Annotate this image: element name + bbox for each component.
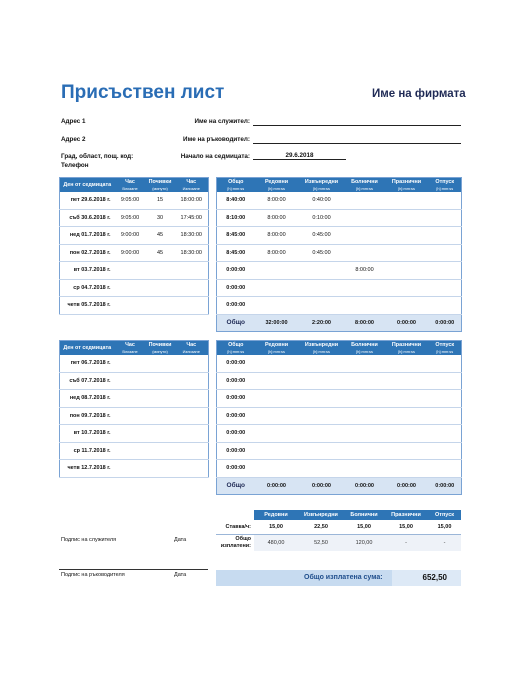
breaks-cell[interactable]: 45 [146, 227, 175, 245]
breaks-cell[interactable] [146, 355, 175, 373]
overtime-cell[interactable] [299, 390, 345, 408]
rate-sick[interactable]: 15,00 [344, 520, 384, 534]
day-cell: ср 11.7.2018 г. [60, 442, 115, 460]
rates-table [216, 510, 461, 551]
sick-cell[interactable] [345, 460, 385, 478]
regular-cell[interactable] [255, 407, 299, 425]
total-cell: 0:00:00 [217, 390, 255, 408]
time-in-cell[interactable] [115, 372, 146, 390]
regular-cell[interactable] [255, 442, 299, 460]
paid-label: Общо изплатени: [216, 534, 254, 551]
table-row [60, 297, 209, 315]
sick-cell[interactable] [345, 297, 385, 315]
time-in-cell[interactable] [115, 442, 146, 460]
col-regular: Редовни [h]:mm:ss [255, 178, 299, 192]
overtime-cell[interactable] [299, 279, 345, 297]
week2-hours-table [216, 340, 462, 495]
total-cell: 0:00:00 [217, 372, 255, 390]
sick-cell[interactable] [345, 390, 385, 408]
table-row [217, 227, 462, 245]
overtime-cell[interactable] [299, 297, 345, 315]
city-label: Град, област, пощ. код: [61, 153, 134, 160]
grand-total-value: 652,50 [392, 570, 461, 586]
total-holiday: 0:00:00 [385, 314, 429, 332]
regular-cell[interactable] [255, 460, 299, 478]
breaks-cell[interactable] [146, 279, 175, 297]
table-row [60, 279, 209, 297]
table-row [217, 279, 462, 297]
holiday-cell[interactable] [385, 192, 429, 210]
rate-regular[interactable]: 15,00 [254, 520, 298, 534]
holiday-cell[interactable] [385, 460, 429, 478]
sick-cell[interactable] [345, 372, 385, 390]
day-cell: нед 01.7.2018 г. [60, 227, 115, 245]
paid-sick: 120,00 [344, 534, 384, 551]
day-cell: пон 09.7.2018 г. [60, 407, 115, 425]
vacation-cell[interactable] [429, 390, 462, 408]
col-holiday: Празнични [h]:mm:ss [385, 178, 429, 192]
col-sick: Болнични [h]:mm:ss [345, 178, 385, 192]
table-row [217, 372, 462, 390]
total-cell: 0:00:00 [217, 407, 255, 425]
col-vacation: Отпуск [h]:mm:ss [429, 341, 462, 355]
total-cell: 0:00:00 [217, 297, 255, 315]
day-cell: пон 02.7.2018 г. [60, 244, 115, 262]
table-row [60, 244, 209, 262]
sick-cell[interactable] [345, 407, 385, 425]
time-out-cell[interactable] [175, 425, 209, 443]
col-total: Общо [h]:mm:ss [217, 341, 255, 355]
signature-divider [59, 569, 208, 570]
total-cell: 8:45:00 [217, 244, 255, 262]
grand-total-label: Общо изплатена сума: [304, 574, 383, 581]
time-in-cell[interactable] [115, 262, 146, 280]
vacation-cell[interactable] [429, 442, 462, 460]
total-cell: 0:00:00 [217, 279, 255, 297]
breaks-cell[interactable] [146, 460, 175, 478]
holiday-cell[interactable] [385, 297, 429, 315]
time-out-cell[interactable] [175, 279, 209, 297]
vacation-cell[interactable] [429, 407, 462, 425]
vacation-cell[interactable] [429, 262, 462, 280]
employee-name-field[interactable] [253, 118, 461, 126]
overtime-cell[interactable] [299, 372, 345, 390]
overtime-cell[interactable]: 0:45:00 [299, 227, 345, 245]
overtime-cell[interactable] [299, 355, 345, 373]
manager-signature-label: Подпис на ръководителя [61, 572, 125, 578]
col-breaks: Почивки (минути) [146, 178, 175, 192]
rate-per-hour-row [216, 520, 461, 534]
regular-cell[interactable] [255, 297, 299, 315]
holiday-cell[interactable] [385, 244, 429, 262]
sick-cell[interactable] [345, 209, 385, 227]
time-out-cell[interactable] [175, 407, 209, 425]
total-sick: 8:00:00 [345, 314, 385, 332]
manager-name-field[interactable] [253, 136, 461, 144]
address1-label: Адрес 1 [61, 118, 86, 125]
table-row [60, 355, 209, 373]
total-cell: 8:10:00 [217, 209, 255, 227]
total-vacation: 0:00:00 [429, 477, 462, 495]
table-row [217, 407, 462, 425]
time-in-cell[interactable] [115, 407, 146, 425]
col-regular: Редовни [h]:mm:ss [255, 341, 299, 355]
rates-header-row [216, 510, 461, 520]
week2-time-table [59, 340, 209, 478]
week-start-label: Начало на седмицата: [180, 153, 250, 160]
total-regular: 32:00:00 [255, 314, 299, 332]
overtime-cell[interactable] [299, 442, 345, 460]
table-row [217, 209, 462, 227]
holiday-cell[interactable] [385, 227, 429, 245]
paid-holiday: - [384, 534, 428, 551]
time-out-cell[interactable]: 18:30:00 [175, 244, 209, 262]
day-cell: нед 08.7.2018 г. [60, 390, 115, 408]
total-cell: 0:00:00 [217, 425, 255, 443]
holiday-cell[interactable] [385, 442, 429, 460]
time-in-cell[interactable]: 9:05:00 [115, 209, 146, 227]
breaks-cell[interactable] [146, 372, 175, 390]
col-sick: Болнични [h]:mm:ss [345, 341, 385, 355]
total-cell: 8:40:00 [217, 192, 255, 210]
sick-cell[interactable] [345, 227, 385, 245]
day-cell: съб 30.6.2018 г. [60, 209, 115, 227]
table-row [60, 192, 209, 210]
day-cell: съб 07.7.2018 г. [60, 372, 115, 390]
total-vacation: 0:00:00 [429, 314, 462, 332]
table-row [60, 407, 209, 425]
day-cell: вт 03.7.2018 г. [60, 262, 115, 280]
col-time-out: Час Излизане [175, 341, 209, 355]
company-name: Име на фирмата [372, 88, 466, 100]
regular-cell[interactable]: 8:00:00 [255, 244, 299, 262]
regular-cell[interactable] [255, 390, 299, 408]
time-in-cell[interactable] [115, 355, 146, 373]
regular-cell[interactable] [255, 425, 299, 443]
employee-name-label: Име на служител: [194, 118, 250, 125]
overtime-cell[interactable]: 0:10:00 [299, 209, 345, 227]
week1-hours-table [216, 177, 462, 332]
time-out-cell[interactable]: 18:30:00 [175, 227, 209, 245]
time-in-cell[interactable] [115, 390, 146, 408]
time-out-cell[interactable] [175, 262, 209, 280]
holiday-cell[interactable] [385, 372, 429, 390]
regular-cell[interactable] [255, 355, 299, 373]
vacation-cell[interactable] [429, 279, 462, 297]
totals-label: Общо [217, 477, 255, 495]
time-out-cell[interactable]: 17:45:00 [175, 209, 209, 227]
phone-label: Телефон [61, 162, 89, 169]
vacation-cell[interactable] [429, 425, 462, 443]
col-time-in: Час Влизане [115, 178, 146, 192]
breaks-cell[interactable]: 45 [146, 244, 175, 262]
address2-label: Адрес 2 [61, 136, 86, 143]
col-day: Ден от седмицата [60, 341, 115, 355]
col-day: Ден от седмицата [60, 178, 115, 192]
regular-cell[interactable]: 8:00:00 [255, 227, 299, 245]
rate-label: Ставка/ч: [216, 520, 254, 534]
time-in-cell[interactable]: 9:05:00 [115, 192, 146, 210]
time-in-cell[interactable] [115, 425, 146, 443]
table-row [217, 390, 462, 408]
table-row [217, 460, 462, 478]
employee-date-label: Дата [174, 537, 187, 543]
rate-holiday[interactable]: 15,00 [384, 520, 428, 534]
breaks-cell[interactable] [146, 297, 175, 315]
rate-overtime[interactable]: 22,50 [298, 520, 344, 534]
table-row [60, 262, 209, 280]
total-overtime: 2:20:00 [299, 314, 345, 332]
breaks-cell[interactable] [146, 390, 175, 408]
grand-total-box [216, 570, 461, 586]
holiday-cell[interactable] [385, 407, 429, 425]
breaks-cell[interactable]: 15 [146, 192, 175, 210]
table-row [217, 244, 462, 262]
total-cell: 0:00:00 [217, 460, 255, 478]
time-in-cell[interactable] [115, 297, 146, 315]
holiday-cell[interactable] [385, 262, 429, 280]
manager-date-label: Дата [174, 572, 187, 578]
table-row [60, 372, 209, 390]
time-out-cell[interactable] [175, 372, 209, 390]
vacation-cell[interactable] [429, 372, 462, 390]
table-row [217, 297, 462, 315]
time-out-cell[interactable] [175, 390, 209, 408]
table-row [60, 209, 209, 227]
total-overtime: 0:00:00 [299, 477, 345, 495]
holiday-cell[interactable] [385, 390, 429, 408]
sick-cell[interactable] [345, 192, 385, 210]
totals-label: Общо [217, 314, 255, 332]
table-row [60, 390, 209, 408]
holiday-cell[interactable] [385, 355, 429, 373]
sick-cell[interactable] [345, 442, 385, 460]
sick-cell[interactable] [345, 425, 385, 443]
regular-cell[interactable] [255, 262, 299, 280]
vacation-cell[interactable] [429, 227, 462, 245]
col-overtime: Извънредни [h]:mm:ss [299, 341, 345, 355]
breaks-cell[interactable] [146, 442, 175, 460]
rate-vacation[interactable]: 15,00 [428, 520, 461, 534]
time-out-cell[interactable] [175, 355, 209, 373]
week2-totals-row [217, 477, 462, 495]
day-cell: вт 10.7.2018 г. [60, 425, 115, 443]
time-in-cell[interactable]: 9:00:00 [115, 227, 146, 245]
vacation-cell[interactable] [429, 460, 462, 478]
regular-cell[interactable]: 8:00:00 [255, 192, 299, 210]
table-row [60, 442, 209, 460]
table-row [60, 227, 209, 245]
table-row [217, 442, 462, 460]
overtime-cell[interactable]: 0:45:00 [299, 244, 345, 262]
week-start-field[interactable]: 29.6.2018 [253, 152, 346, 160]
col-total: Общо [h]:mm:ss [217, 178, 255, 192]
total-cell: 0:00:00 [217, 262, 255, 280]
total-cell: 0:00:00 [217, 442, 255, 460]
paid-overtime: 52,50 [298, 534, 344, 551]
manager-name-label: Име на ръководител: [183, 136, 250, 143]
overtime-cell[interactable] [299, 460, 345, 478]
time-in-cell[interactable]: 9:00:00 [115, 244, 146, 262]
table-row [217, 262, 462, 280]
sick-cell[interactable]: 8:00:00 [345, 262, 385, 280]
total-regular: 0:00:00 [255, 477, 299, 495]
day-cell: пет 06.7.2018 г. [60, 355, 115, 373]
time-out-cell[interactable]: 18:00:00 [175, 192, 209, 210]
rate-col-sick: Болнични [344, 510, 384, 520]
overtime-cell[interactable] [299, 407, 345, 425]
regular-cell[interactable] [255, 279, 299, 297]
table-row [217, 192, 462, 210]
overtime-cell[interactable] [299, 425, 345, 443]
day-cell: четв 05.7.2018 г. [60, 297, 115, 315]
time-out-cell[interactable] [175, 460, 209, 478]
paid-regular: 480,00 [254, 534, 298, 551]
day-cell: ср 04.7.2018 г. [60, 279, 115, 297]
vacation-cell[interactable] [429, 355, 462, 373]
sick-cell[interactable] [345, 244, 385, 262]
total-cell: 8:45:00 [217, 227, 255, 245]
table-row [60, 460, 209, 478]
vacation-cell[interactable] [429, 297, 462, 315]
sick-cell[interactable] [345, 279, 385, 297]
total-cell: 0:00:00 [217, 355, 255, 373]
week1-time-table [59, 177, 209, 315]
vacation-cell[interactable] [429, 192, 462, 210]
breaks-cell[interactable] [146, 407, 175, 425]
col-breaks: Почивки (минути) [146, 341, 175, 355]
holiday-cell[interactable] [385, 425, 429, 443]
time-in-cell[interactable] [115, 460, 146, 478]
rate-col-regular: Редовни [254, 510, 298, 520]
rate-col-vacation: Отпуск [428, 510, 461, 520]
table-row [60, 425, 209, 443]
day-cell: четв 12.7.2018 г. [60, 460, 115, 478]
holiday-cell[interactable] [385, 209, 429, 227]
holiday-cell[interactable] [385, 279, 429, 297]
regular-cell[interactable]: 8:00:00 [255, 209, 299, 227]
day-cell: пет 29.6.2018 г. [60, 192, 115, 210]
regular-cell[interactable] [255, 372, 299, 390]
rate-col-holiday: Празнични [384, 510, 428, 520]
overtime-cell[interactable]: 0:40:00 [299, 192, 345, 210]
total-sick: 0:00:00 [345, 477, 385, 495]
total-holiday: 0:00:00 [385, 477, 429, 495]
time-out-cell[interactable] [175, 297, 209, 315]
vacation-cell[interactable] [429, 209, 462, 227]
vacation-cell[interactable] [429, 244, 462, 262]
rate-col-overtime: Извънредни [298, 510, 344, 520]
time-out-cell[interactable] [175, 442, 209, 460]
sick-cell[interactable] [345, 355, 385, 373]
page-title: Присъствен лист [61, 82, 225, 103]
paid-vacation: - [428, 534, 461, 551]
col-time-out: Час Излизане [175, 178, 209, 192]
col-time-in: Час Влизане [115, 341, 146, 355]
overtime-cell[interactable] [299, 262, 345, 280]
breaks-cell[interactable] [146, 262, 175, 280]
col-holiday: Празнични [h]:mm:ss [385, 341, 429, 355]
table-row [217, 425, 462, 443]
breaks-cell[interactable]: 30 [146, 209, 175, 227]
breaks-cell[interactable] [146, 425, 175, 443]
col-overtime: Извънредни [h]:mm:ss [299, 178, 345, 192]
employee-signature-label: Подпис на служителя [61, 537, 117, 543]
table-row [217, 355, 462, 373]
col-vacation: Отпуск [h]:mm:ss [429, 178, 462, 192]
time-in-cell[interactable] [115, 279, 146, 297]
total-paid-row [216, 534, 461, 551]
week1-totals-row [217, 314, 462, 332]
